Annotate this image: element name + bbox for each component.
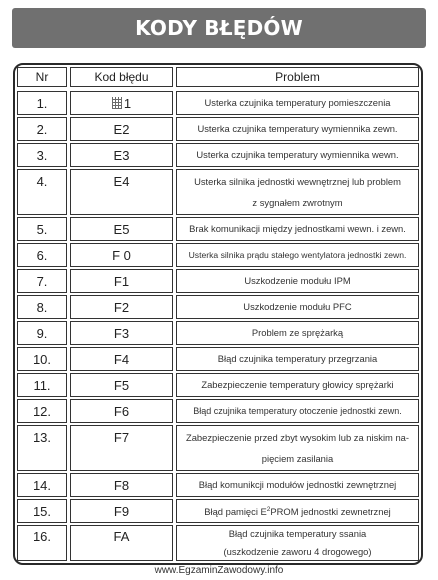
row-problem-line2: z sygnałem zwrotnym [252, 197, 343, 208]
scanned-glyph-icon [112, 97, 122, 109]
row-code: F3 [70, 321, 173, 345]
title-banner [12, 8, 426, 48]
row-nr: 3. [17, 143, 67, 167]
table-header [17, 67, 419, 87]
row-problem: Błąd czujnika temperatury otoczenie jednostki zewn. [176, 399, 419, 423]
table-row [17, 117, 419, 141]
table-row [17, 499, 419, 523]
row-code: F4 [70, 347, 173, 371]
table-row [17, 525, 419, 561]
row-nr: 6. [17, 243, 67, 267]
row-code: F8 [70, 473, 173, 497]
row-problem: Brak komunikacji między jednostkami wewn. i zewn. [176, 217, 419, 241]
table-row [17, 243, 419, 267]
row-nr: 8. [17, 295, 67, 319]
row-problem-part-a: Błąd pamięci E [204, 506, 267, 517]
row-nr: 7. [17, 269, 67, 293]
table-row [17, 143, 419, 167]
row-nr: 2. [17, 117, 67, 141]
row-problem [176, 425, 419, 471]
row-code: E3 [70, 143, 173, 167]
row-nr: 11. [17, 373, 67, 397]
row-problem-line1: Zabezpieczenie przed zbyt wysokim lub za niskim na- [185, 431, 409, 443]
table-row [17, 295, 419, 319]
row-problem: Błąd komunikcji modułów jednostki zewnętrznej [176, 473, 419, 497]
row-problem-part-b: PROM jednostki zewnetrznej [270, 506, 391, 517]
row-code [70, 91, 173, 115]
header-nr: Nr [17, 67, 67, 87]
table-row [17, 347, 419, 371]
row-code: F2 [70, 295, 173, 319]
table-row [17, 217, 419, 241]
row-problem-line2: (uszkodzenie zaworu 4 drogowego) [223, 546, 372, 557]
row-nr: 5. [17, 217, 67, 241]
row-code: F7 [70, 425, 173, 471]
table-row [17, 399, 419, 423]
row-problem: Problem ze sprężarką [176, 321, 419, 345]
row-problem-superscript: 2 [266, 505, 271, 513]
row-nr: 14. [17, 473, 67, 497]
row-code: F5 [70, 373, 173, 397]
row-code: F1 [70, 269, 173, 293]
watermark-url: www.EgzaminZawodowy.info [154, 565, 284, 576]
row-problem: Usterka silnika prądu stałego wentylatora jednostki zewn. [176, 243, 419, 267]
table-row [17, 91, 419, 115]
row-code: F 0 [70, 243, 173, 267]
header-problem: Problem [176, 67, 419, 87]
row-nr: 15. [17, 499, 67, 523]
row-code-text: 1 [123, 95, 132, 111]
table-row [17, 473, 419, 497]
table-row [17, 373, 419, 397]
table-row [17, 321, 419, 345]
page-title: KODY BŁĘDÓW [135, 16, 303, 40]
row-nr: 12. [17, 399, 67, 423]
row-nr: 10. [17, 347, 67, 371]
row-problem: Uszkodzenie modułu PFC [176, 295, 419, 319]
row-code: F6 [70, 399, 173, 423]
table-row [17, 269, 419, 293]
row-problem: Usterka czujnika temperatury wymiennika zewn. [176, 117, 419, 141]
row-nr: 13. [17, 425, 67, 471]
row-problem: Uszkodzenie modułu IPM [176, 269, 419, 293]
row-problem-line1: Błąd czujnika temperatury ssania [228, 528, 367, 540]
row-problem: Usterka czujnika temperatury pomieszczenia [176, 91, 419, 115]
row-nr: 4. [17, 169, 67, 215]
row-nr: 9. [17, 321, 67, 345]
table-row [17, 169, 419, 215]
row-code: FA [70, 525, 173, 561]
row-code: E4 [70, 169, 173, 215]
table-row [17, 425, 419, 471]
row-problem-line2: pięciem zasilania [261, 453, 334, 464]
row-problem [176, 169, 419, 215]
row-problem-line1: Usterka silnika jednostki wewnętrznej lub problem [194, 175, 401, 187]
row-nr: 16. [17, 525, 67, 561]
row-problem: Usterka czujnika temperatury wymiennika wewn. [176, 143, 419, 167]
row-problem [176, 499, 419, 523]
row-code: E5 [70, 217, 173, 241]
row-code: F9 [70, 499, 173, 523]
row-problem: Zabezpieczenie temperatury głowicy sprężarki [176, 373, 419, 397]
header-code: Kod błędu [70, 67, 173, 87]
row-problem: Błąd czujnika temperatury przegrzania [176, 347, 419, 371]
row-code: E2 [70, 117, 173, 141]
row-nr: 1. [17, 91, 67, 115]
row-problem [176, 525, 419, 561]
